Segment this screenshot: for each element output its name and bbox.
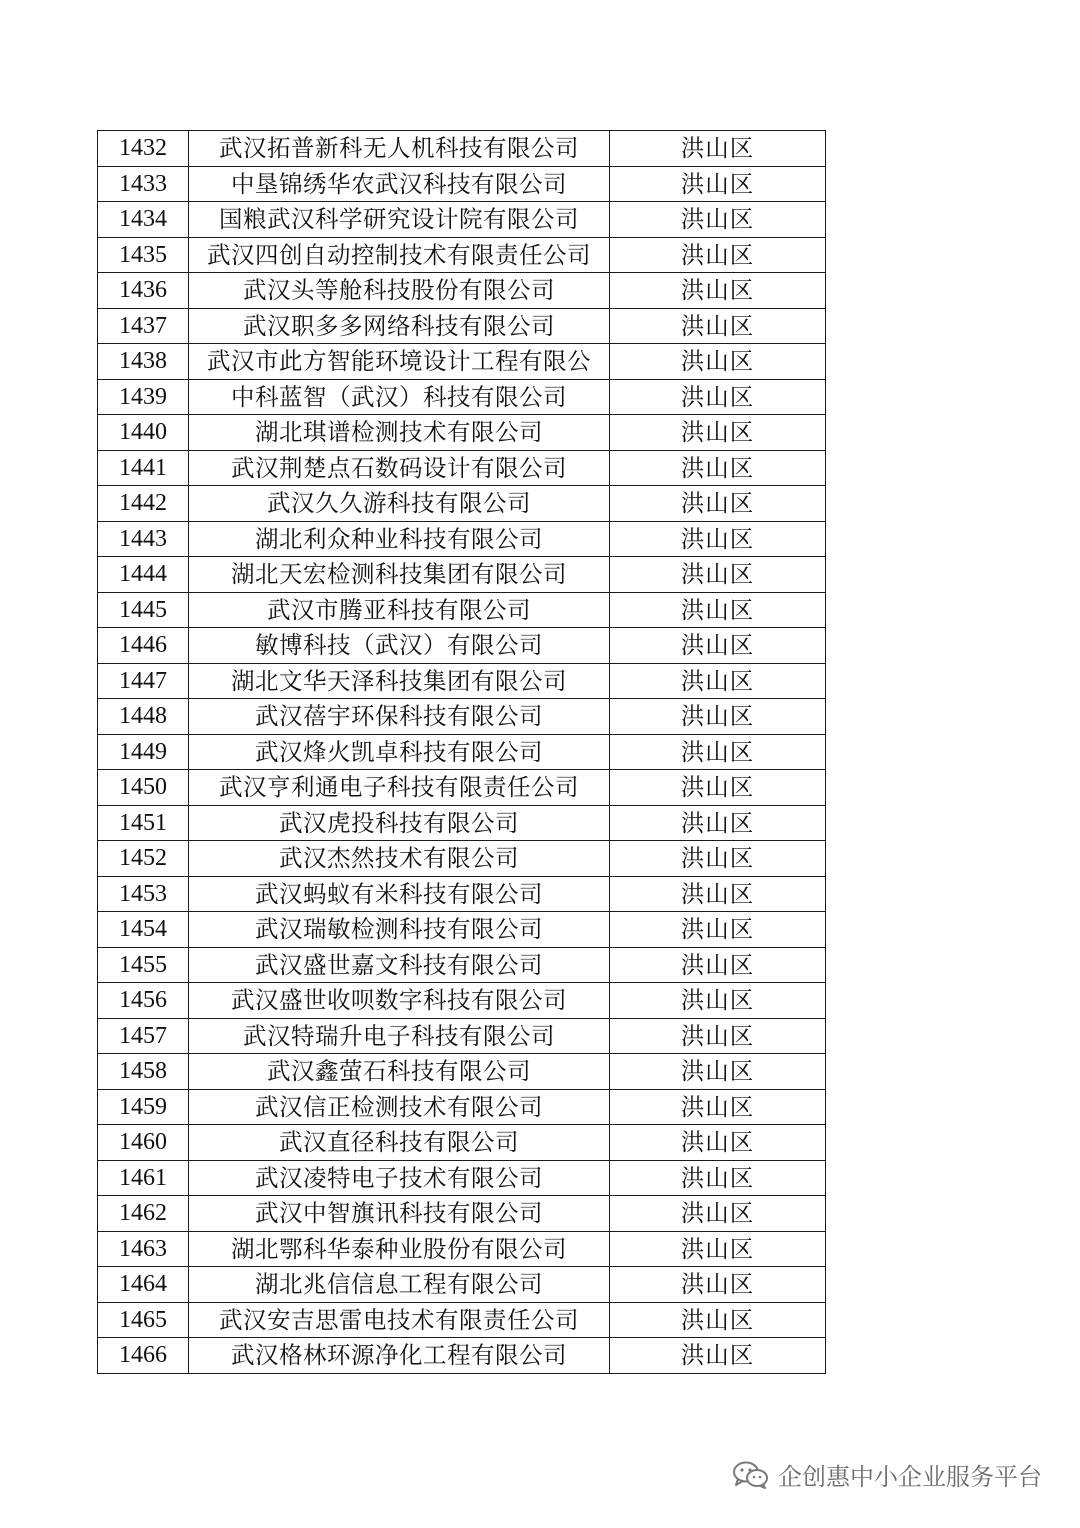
district: 洪山区 bbox=[610, 166, 826, 202]
table-row bbox=[98, 131, 826, 167]
district: 洪山区 bbox=[610, 308, 826, 344]
row-number: 1451 bbox=[98, 805, 189, 841]
company-name: 武汉中智旗讯科技有限公司 bbox=[189, 1196, 610, 1232]
row-number: 1452 bbox=[98, 841, 189, 877]
district: 洪山区 bbox=[610, 415, 826, 451]
watermark bbox=[732, 1457, 1042, 1492]
row-number: 1434 bbox=[98, 202, 189, 238]
table-row bbox=[98, 734, 826, 770]
table-row bbox=[98, 699, 826, 735]
row-number: 1461 bbox=[98, 1160, 189, 1196]
table-row bbox=[98, 912, 826, 948]
table-row bbox=[98, 1267, 826, 1303]
company-name: 敏博科技（武汉）有限公司 bbox=[189, 628, 610, 664]
row-number: 1465 bbox=[98, 1302, 189, 1338]
table-row bbox=[98, 805, 826, 841]
table-row bbox=[98, 628, 826, 664]
company-name: 湖北文华天泽科技集团有限公司 bbox=[189, 663, 610, 699]
table-row bbox=[98, 1089, 826, 1125]
table-row bbox=[98, 1231, 826, 1267]
table-row bbox=[98, 1338, 826, 1374]
row-number: 1453 bbox=[98, 876, 189, 912]
district: 洪山区 bbox=[610, 1054, 826, 1090]
table-row bbox=[98, 557, 826, 593]
row-number: 1435 bbox=[98, 237, 189, 273]
district: 洪山区 bbox=[610, 1196, 826, 1232]
district: 洪山区 bbox=[610, 557, 826, 593]
district: 洪山区 bbox=[610, 734, 826, 770]
row-number: 1466 bbox=[98, 1338, 189, 1374]
company-name: 武汉信正检测技术有限公司 bbox=[189, 1089, 610, 1125]
watermark-text: 企创惠中小企业服务平台 bbox=[778, 1463, 1042, 1491]
district: 洪山区 bbox=[610, 486, 826, 522]
row-number: 1454 bbox=[98, 912, 189, 948]
company-name: 武汉安吉思雷电技术有限责任公司 bbox=[189, 1302, 610, 1338]
district: 洪山区 bbox=[610, 1302, 826, 1338]
company-name: 武汉市此方智能环境设计工程有限公 bbox=[189, 344, 610, 380]
company-name: 中垦锦绣华农武汉科技有限公司 bbox=[189, 166, 610, 202]
row-number: 1447 bbox=[98, 663, 189, 699]
company-name: 武汉拓普新科无人机科技有限公司 bbox=[189, 131, 610, 167]
company-name: 武汉荆楚点石数码设计有限公司 bbox=[189, 450, 610, 486]
row-number: 1438 bbox=[98, 344, 189, 380]
row-number: 1458 bbox=[98, 1054, 189, 1090]
district: 洪山区 bbox=[610, 1267, 826, 1303]
table-row bbox=[98, 592, 826, 628]
table-row bbox=[98, 1196, 826, 1232]
row-number: 1448 bbox=[98, 699, 189, 735]
district: 洪山区 bbox=[610, 344, 826, 380]
row-number: 1459 bbox=[98, 1089, 189, 1125]
district: 洪山区 bbox=[610, 1125, 826, 1161]
district: 洪山区 bbox=[610, 947, 826, 983]
row-number: 1443 bbox=[98, 521, 189, 557]
table-row bbox=[98, 1160, 826, 1196]
district: 洪山区 bbox=[610, 1338, 826, 1374]
district: 洪山区 bbox=[610, 841, 826, 877]
district: 洪山区 bbox=[610, 450, 826, 486]
row-number: 1455 bbox=[98, 947, 189, 983]
company-name: 武汉烽火凯卓科技有限公司 bbox=[189, 734, 610, 770]
table-row bbox=[98, 415, 826, 451]
company-name: 武汉瑞敏检测科技有限公司 bbox=[189, 912, 610, 948]
district: 洪山区 bbox=[610, 131, 826, 167]
district: 洪山区 bbox=[610, 628, 826, 664]
district: 洪山区 bbox=[610, 237, 826, 273]
table-row bbox=[98, 663, 826, 699]
table-row bbox=[98, 486, 826, 522]
row-number: 1432 bbox=[98, 131, 189, 167]
table-row bbox=[98, 166, 826, 202]
company-table bbox=[97, 130, 826, 1374]
row-number: 1442 bbox=[98, 486, 189, 522]
company-name: 武汉头等舱科技股份有限公司 bbox=[189, 273, 610, 309]
company-name: 武汉四创自动控制技术有限责任公司 bbox=[189, 237, 610, 273]
company-name: 武汉直径科技有限公司 bbox=[189, 1125, 610, 1161]
company-name: 湖北兆信信息工程有限公司 bbox=[189, 1267, 610, 1303]
table-body bbox=[98, 131, 826, 1374]
wechat-icon bbox=[732, 1460, 770, 1490]
district: 洪山区 bbox=[610, 202, 826, 238]
company-name: 武汉特瑞升电子科技有限公司 bbox=[189, 1018, 610, 1054]
table-row bbox=[98, 344, 826, 380]
company-name: 武汉鑫萤石科技有限公司 bbox=[189, 1054, 610, 1090]
table-row bbox=[98, 202, 826, 238]
company-name: 武汉久久游科技有限公司 bbox=[189, 486, 610, 522]
row-number: 1462 bbox=[98, 1196, 189, 1232]
row-number: 1439 bbox=[98, 379, 189, 415]
company-name: 武汉蓓宇环保科技有限公司 bbox=[189, 699, 610, 735]
company-name: 武汉格林环源净化工程有限公司 bbox=[189, 1338, 610, 1374]
row-number: 1446 bbox=[98, 628, 189, 664]
company-name: 武汉职多多网络科技有限公司 bbox=[189, 308, 610, 344]
row-number: 1463 bbox=[98, 1231, 189, 1267]
table-row bbox=[98, 841, 826, 877]
table-row bbox=[98, 1125, 826, 1161]
table-row bbox=[98, 521, 826, 557]
table-row bbox=[98, 237, 826, 273]
table-row bbox=[98, 1302, 826, 1338]
company-name: 武汉盛世收呗数字科技有限公司 bbox=[189, 983, 610, 1019]
district: 洪山区 bbox=[610, 592, 826, 628]
row-number: 1464 bbox=[98, 1267, 189, 1303]
company-name: 武汉虎投科技有限公司 bbox=[189, 805, 610, 841]
row-number: 1445 bbox=[98, 592, 189, 628]
row-number: 1436 bbox=[98, 273, 189, 309]
table-row bbox=[98, 770, 826, 806]
table-row bbox=[98, 273, 826, 309]
company-name: 湖北琪谱检测技术有限公司 bbox=[189, 415, 610, 451]
table-row bbox=[98, 876, 826, 912]
district: 洪山区 bbox=[610, 273, 826, 309]
district: 洪山区 bbox=[610, 1231, 826, 1267]
district: 洪山区 bbox=[610, 912, 826, 948]
row-number: 1449 bbox=[98, 734, 189, 770]
table-row bbox=[98, 947, 826, 983]
district: 洪山区 bbox=[610, 699, 826, 735]
table-row bbox=[98, 308, 826, 344]
company-name: 中科蓝智（武汉）科技有限公司 bbox=[189, 379, 610, 415]
district: 洪山区 bbox=[610, 983, 826, 1019]
district: 洪山区 bbox=[610, 1160, 826, 1196]
table-row bbox=[98, 450, 826, 486]
district: 洪山区 bbox=[610, 521, 826, 557]
company-name: 武汉市腾亚科技有限公司 bbox=[189, 592, 610, 628]
company-name: 湖北利众种业科技有限公司 bbox=[189, 521, 610, 557]
company-name: 湖北鄂科华泰种业股份有限公司 bbox=[189, 1231, 610, 1267]
company-name: 武汉杰然技术有限公司 bbox=[189, 841, 610, 877]
company-name: 武汉凌特电子技术有限公司 bbox=[189, 1160, 610, 1196]
table-row bbox=[98, 379, 826, 415]
district: 洪山区 bbox=[610, 379, 826, 415]
district: 洪山区 bbox=[610, 663, 826, 699]
district: 洪山区 bbox=[610, 770, 826, 806]
company-name: 武汉蚂蚁有米科技有限公司 bbox=[189, 876, 610, 912]
table-row bbox=[98, 983, 826, 1019]
district: 洪山区 bbox=[610, 1089, 826, 1125]
table-row bbox=[98, 1018, 826, 1054]
row-number: 1444 bbox=[98, 557, 189, 593]
company-name: 武汉亨利通电子科技有限责任公司 bbox=[189, 770, 610, 806]
row-number: 1433 bbox=[98, 166, 189, 202]
row-number: 1450 bbox=[98, 770, 189, 806]
row-number: 1441 bbox=[98, 450, 189, 486]
row-number: 1456 bbox=[98, 983, 189, 1019]
row-number: 1457 bbox=[98, 1018, 189, 1054]
district: 洪山区 bbox=[610, 876, 826, 912]
row-number: 1460 bbox=[98, 1125, 189, 1161]
district: 洪山区 bbox=[610, 1018, 826, 1054]
table-row bbox=[98, 1054, 826, 1090]
row-number: 1437 bbox=[98, 308, 189, 344]
district: 洪山区 bbox=[610, 805, 826, 841]
company-name: 国粮武汉科学研究设计院有限公司 bbox=[189, 202, 610, 238]
company-name: 湖北天宏检测科技集团有限公司 bbox=[189, 557, 610, 593]
company-name: 武汉盛世嘉文科技有限公司 bbox=[189, 947, 610, 983]
row-number: 1440 bbox=[98, 415, 189, 451]
